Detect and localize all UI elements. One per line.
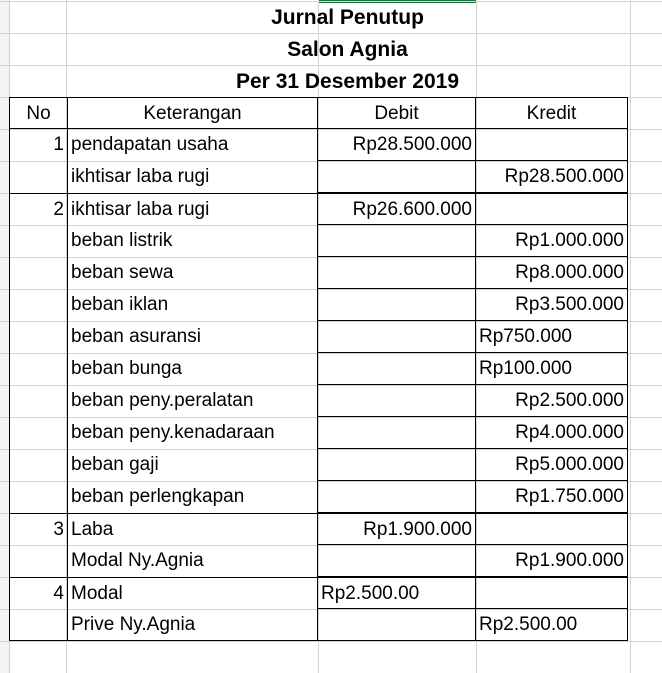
cell-kredit[interactable]: Rp1.900.000 <box>475 545 628 577</box>
cell-no[interactable] <box>9 385 67 417</box>
cell-debit[interactable] <box>317 161 475 193</box>
cell-keterangan[interactable]: ikhtisar laba rugi <box>67 193 317 225</box>
table-row <box>9 545 628 577</box>
cell-keterangan[interactable]: beban gaji <box>67 449 317 481</box>
table-row <box>9 321 628 353</box>
sheet-title: Jurnal Penutup <box>271 6 424 29</box>
cell-keterangan[interactable]: beban listrik <box>67 225 317 257</box>
cell-no[interactable] <box>9 545 67 577</box>
cell-kredit[interactable]: Rp2.500.00 <box>475 609 628 641</box>
cell-debit[interactable] <box>317 481 475 513</box>
cell-no[interactable]: 4 <box>9 577 67 609</box>
cell-debit[interactable]: Rp28.500.000 <box>317 129 475 161</box>
cell-debit[interactable] <box>317 225 475 257</box>
cell-kredit[interactable]: Rp750.000 <box>475 321 628 353</box>
cell-keterangan[interactable]: beban perlengkapan <box>67 481 317 513</box>
table-row <box>9 385 628 417</box>
closing-journal-table <box>9 97 628 641</box>
table-row <box>9 161 628 193</box>
cell-debit[interactable]: Rp1.900.000 <box>317 513 475 545</box>
cell-debit[interactable] <box>317 257 475 289</box>
cell-kredit[interactable]: Rp2.500.000 <box>475 385 628 417</box>
cell-no[interactable]: 1 <box>9 129 67 161</box>
table-row <box>9 353 628 385</box>
cell-no[interactable] <box>9 289 67 321</box>
cell-debit[interactable]: Rp2.500.00 <box>317 577 475 609</box>
cell-keterangan[interactable]: ikhtisar laba rugi <box>67 161 317 193</box>
cell-kredit[interactable]: Rp4.000.000 <box>475 417 628 449</box>
cell-debit[interactable] <box>317 385 475 417</box>
header-no[interactable]: No <box>9 97 67 129</box>
cell-keterangan[interactable]: beban iklan <box>67 289 317 321</box>
cell-keterangan[interactable]: Laba <box>67 513 317 545</box>
header-debit[interactable]: Debit <box>317 97 475 129</box>
table-row <box>9 481 628 513</box>
table-row <box>9 449 628 481</box>
cell-kredit[interactable] <box>475 129 628 161</box>
cell-debit[interactable] <box>317 353 475 385</box>
cell-kredit[interactable]: Rp1.750.000 <box>475 481 628 513</box>
cell-kredit[interactable] <box>475 513 628 545</box>
cell-debit[interactable]: Rp26.600.000 <box>317 193 475 225</box>
cell-keterangan[interactable]: pendapatan usaha <box>67 129 317 161</box>
cell-keterangan[interactable]: beban peny.peralatan <box>67 385 317 417</box>
cell-kredit[interactable]: Rp8.000.000 <box>475 257 628 289</box>
cell-kredit[interactable] <box>475 193 628 225</box>
cell-no[interactable] <box>9 257 67 289</box>
cell-debit[interactable] <box>317 289 475 321</box>
cell-no[interactable] <box>9 161 67 193</box>
table-row <box>9 225 628 257</box>
table-row <box>9 129 628 161</box>
cell-kredit[interactable]: Rp1.000.000 <box>475 225 628 257</box>
cell-debit[interactable] <box>317 545 475 577</box>
cell-keterangan[interactable]: beban peny.kenadaraan <box>67 417 317 449</box>
cell-debit[interactable] <box>317 449 475 481</box>
cell-no[interactable] <box>9 609 67 641</box>
cell-kredit[interactable] <box>475 577 628 609</box>
cell-debit[interactable] <box>317 417 475 449</box>
cell-kredit[interactable]: Rp28.500.000 <box>475 161 628 193</box>
report-date: Per 31 Desember 2019 <box>236 70 459 93</box>
cell-keterangan[interactable]: Prive Ny.Agnia <box>67 609 317 641</box>
cell-no[interactable]: 3 <box>9 513 67 545</box>
cell-keterangan[interactable]: beban asuransi <box>67 321 317 353</box>
cell-no[interactable] <box>9 449 67 481</box>
cell-kredit[interactable]: Rp5.000.000 <box>475 449 628 481</box>
cell-keterangan[interactable]: Modal Ny.Agnia <box>67 545 317 577</box>
cell-keterangan[interactable]: beban bunga <box>67 353 317 385</box>
cell-no[interactable]: 2 <box>9 193 67 225</box>
cell-no[interactable] <box>9 353 67 385</box>
header-kredit[interactable]: Kredit <box>475 97 628 129</box>
cell-kredit[interactable]: Rp100.000 <box>475 353 628 385</box>
cell-no[interactable] <box>9 321 67 353</box>
table-row <box>9 193 628 225</box>
cell-no[interactable] <box>9 417 67 449</box>
cell-keterangan[interactable]: beban sewa <box>67 257 317 289</box>
table-row <box>9 609 628 641</box>
company-name: Salon Agnia <box>287 38 408 61</box>
table-row <box>9 417 628 449</box>
table-row <box>9 257 628 289</box>
header-keterangan[interactable]: Keterangan <box>67 97 317 129</box>
cell-no[interactable] <box>9 481 67 513</box>
table-header-row <box>9 97 628 129</box>
cell-debit[interactable] <box>317 609 475 641</box>
cell-kredit[interactable]: Rp3.500.000 <box>475 289 628 321</box>
table-row <box>9 577 628 609</box>
table-row <box>9 289 628 321</box>
cell-keterangan[interactable]: Modal <box>67 577 317 609</box>
cell-no[interactable] <box>9 225 67 257</box>
table-row <box>9 513 628 545</box>
cell-debit[interactable] <box>317 321 475 353</box>
table-body <box>9 129 628 641</box>
